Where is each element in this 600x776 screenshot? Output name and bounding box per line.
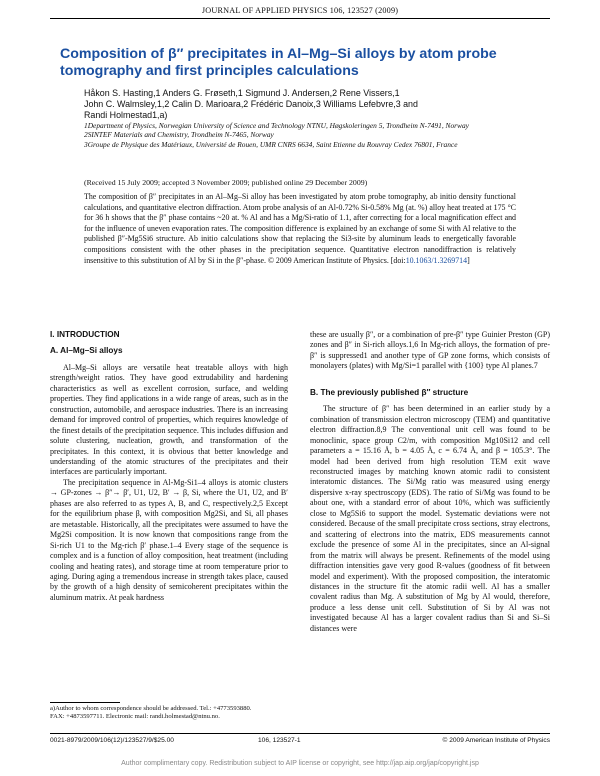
affiliations <box>84 121 514 149</box>
footnote-rule <box>50 702 120 703</box>
left-column <box>50 330 288 603</box>
paragraph: Al–Mg–Si alloys are versatile heat treatable alloys with high strength/weight ratios. They have good extrudability and hardening characteristics as well as excellent corrosion, surface, and welding properties. They find applications in a wide range of areas, such as in the construction, automobile, and aerospace industries. There is an increasing demand for improved control of properties, which requires knowledge of the finest details of the precipitation sequence. This includes diffusion and solute clustering, nucleation, growth, and transformation of the precipitates. In this context, it is obvious that better knowledge and understanding of the atomic structures of the precipitates and their interfaces are particularly important. <box>50 362 288 477</box>
doi-prefix: [doi: <box>390 255 406 265</box>
right-column <box>310 330 550 634</box>
author-list <box>84 88 484 121</box>
doi-suffix: ] <box>467 255 470 265</box>
affiliation-1: 1Department of Physics, Norwegian University of Science and Technology NTNU, Høgskoleringen 5, Trondheim N-7491, Norway <box>84 121 469 130</box>
subsection-heading: B. The previously published β″ structure <box>310 387 469 397</box>
paragraph: these are usually β″, or a combination of pre-β″ type Guinier Preston (GP) zones and β″ in Si-rich alloys.1,6 In Mg-rich alloys, the formation of pre-β″ is suppressed1 and another type of GP zone forms, which consists of monolayers (plates) with Mg/Si=1 parallel with {100} type Al planes.7 <box>310 330 550 371</box>
author-line: Håkon S. Hasting,1 Anders G. Frøseth,1 Sigmund J. Andersen,2 Rene Vissers,1 <box>84 88 400 98</box>
bottom-rule <box>50 733 550 734</box>
received-dates: (Received 15 July 2009; accepted 3 November 2009; published online 29 December 2009) <box>84 178 368 187</box>
copyright-footer: Author complimentary copy. Redistribution subject to AIP license or copyright, see http://jap.aip.org/jap/copyright.jsp <box>121 760 479 767</box>
footnote-line: a)Author to whom correspondence should be addressed. Tel.: +4773593880. <box>50 705 252 712</box>
paragraph: The precipitation sequence in Al-Mg-Si1–4 alloys is atomic clusters → GP-zones → β″→ β′, U1, U2, B′ → β, Si, where the U1, U2, and B′ phases are also referred to as types A, B, and C, respectively.2,5 Except for the equilibrium phase β, with composition Mg2Si, and Si, all phases are metastable. Historically, all the precipitates were assumed to have the Mg2Si composition. It is now known that compositions range from the Si-rich U1 to the Mg-rich β′ phase.1–4 Every stage of the sequence is complex and is a function of alloy composition, heat treatment (including cooling and heating rates), and storage time at room temperature prior to aging. During aging a tremendous increase in strength takes place, caused by the growth of a high density of semicoherent precipitates within the aluminum matrix. At peak hardness <box>50 477 288 602</box>
footnote-line: FAX: +4873597711. Electronic mail: randi.holmestad@ntnu.no. <box>50 713 220 721</box>
affiliation-3: 3Groupe de Physique des Matériaux, Université de Rouen, UMR CNRS 6634, Saint Etienne du Rouvray Cedex 76801, France <box>84 139 458 149</box>
section-heading: I. INTRODUCTION <box>50 330 120 339</box>
paper-title: Composition of β″ precipitates in Al–Mg–Si alloys by atom probe tomography and first principles calculations <box>60 46 497 79</box>
paragraph: The structure of β″ has been determined in an earlier study by a combination of transmission electron microscopy (TEM) and quantitative electron diffraction.8,9 The conventional unit cell was found to be monoclinic, space group C2/m, with composition Mg10Si12 and cell parameters a = 15.16 Å, b = 4.05 Å, c = 6.74 Å, and β = 105.3°. The model had been derived from high resolution TEM exit wave reconstructed images by matching known atomic radii to consistent interatomic distances. The Si/Mg ratio was measured using energy dispersive x-ray spectroscopy (EDS). The ratio of Si/Mg was found to be about one, with a standard error of about 10%, which was sufficiently close to Mg5Si6 to support the model. Systematic deviations were not considered. Because of the small precipitate cross sections, stray electrons, and scattering of electrons into the matrix, EDS measurements cannot exclude the presence of some Al in the precipitates, since an Al-signal from the matrix will always be present. Refinements of the model using diffraction intensities gave very good R-values (goodness of fit between model and experiment). With the proposed composition, the interatomic distances in the structure fit the atomic radii well. Al has a smaller covalent radius than Mg. A substitution of Mg by Al would, therefore, produce a less dense unit cell. Substitution of Si by Al was not investigated because Al has a larger covalent radius than Si and Si–Si distances were <box>310 404 550 633</box>
issn-info: 0021-8979/2009/106(12)/123527/9/$25.00 <box>50 737 174 744</box>
author-line: Randi Holmestad1,a) <box>84 110 168 120</box>
copyright: © 2009 American Institute of Physics <box>442 737 550 744</box>
abstract <box>84 192 516 266</box>
subsection-heading: A. Al–Mg–Si alloys <box>50 346 123 356</box>
affiliation-2: 2SINTEF Materials and Chemistry, Trondheim N-7465, Norway <box>84 130 274 140</box>
doi-link[interactable]: 10.1063/1.3269714 <box>405 255 468 265</box>
journal-header: JOURNAL OF APPLIED PHYSICS 106, 123527 (2009) <box>201 6 399 15</box>
footnote <box>50 705 288 721</box>
page-number: 106, 123527-1 <box>258 737 301 744</box>
abstract-text: The composition of β″ precipitates in an Al–Mg–Si alloy has been investigated by atom probe tomography, ab initio density functional calculations, and quantitative electron diffraction. Atom probe analysis of an Al-0.72% Si-0.58% Mg (at. %) alloy heat treated at 175 °C for 36 h shows that the β″ phase contains ~20 at. % Al and has a Mg/Si-ratio of 1.1, after correcting for a local magnification effect and for the influence of uneven evaporation rates. The composition difference is explained by an exchange of some Si with Al relative to the published β″-Mg5Si6 structure. Ab initio calculations show that replacing the Si3-site by aluminum leads to energetically favorable compositions consistent with the other phases in the precipitation sequence. Quantitative electron nanodiffraction is relatively insensitive to this substitution of Al by Si in the β″-phase. © 2009 American Institute of Physics. <box>84 192 516 265</box>
header-rule <box>50 18 550 19</box>
author-line: John C. Walmsley,1,2 Calin D. Marioara,2 Frédéric Danoix,3 Williams Lefebvre,3 and <box>84 99 418 109</box>
